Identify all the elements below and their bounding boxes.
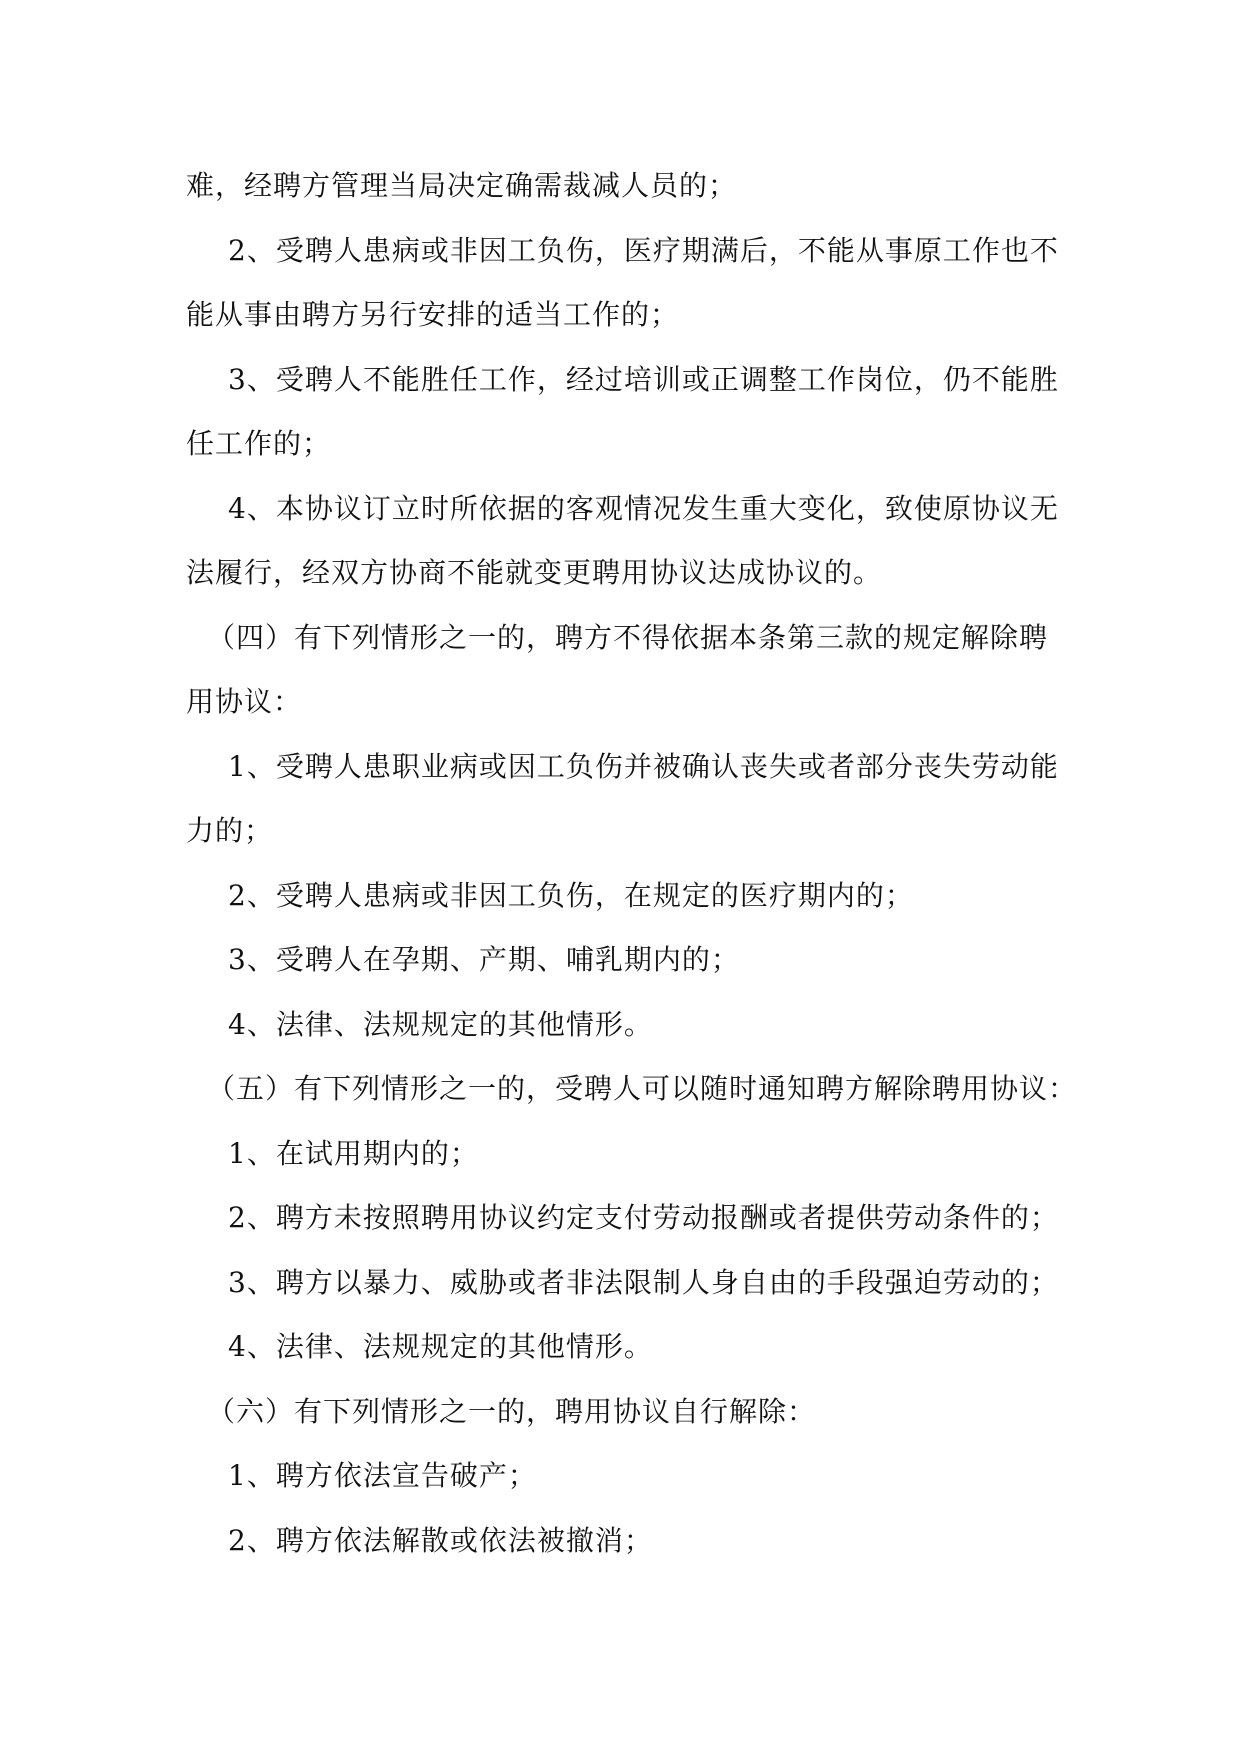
document-body: [186, 154, 1086, 1573]
paragraph-line: 2、受聘人患病或非因工负伤，医疗期满后，不能从事原工作也不: [228, 233, 1059, 267]
paragraph-line: 3、聘方以暴力、威胁或者非法限制人身自由的手段强迫劳动的；: [228, 1265, 1059, 1299]
paragraph-line: 能从事由聘方另行安排的适当工作的；: [186, 298, 680, 331]
paragraph-line: 3、受聘人不能胜任工作，经过培训或正调整工作岗位，仍不能胜: [228, 362, 1059, 396]
paragraph-line: 2、聘方依法解散或依法被撤消；: [228, 1523, 653, 1557]
paragraph-line: 1、聘方依法宣告破产；: [228, 1459, 537, 1492]
paragraph-line: 难，经聘方管理当局决定确需裁减人员的；: [186, 169, 738, 202]
paragraph-line: 1、在试用期内的；: [228, 1136, 479, 1170]
paragraph-line: 任工作的；: [186, 427, 332, 460]
paragraph-line: 用协议：: [186, 685, 303, 718]
section-heading-line: （六）有下列情形之一的，聘用协议自行解除：: [207, 1394, 817, 1428]
paragraph-line: 4、法律、法规规定的其他情形。: [228, 1330, 653, 1363]
paragraph-line: 2、受聘人患病或非因工负伤，在规定的医疗期内的；: [228, 878, 914, 912]
section-heading-line: （四）有下列情形之一的，聘方不得依据本条第三款的规定解除聘: [207, 620, 1049, 654]
paragraph-line: 2、聘方未按照聘用协议约定支付劳动报酬或者提供劳动条件的；: [228, 1201, 1059, 1234]
paragraph-line: 4、法律、法规规定的其他情形。: [228, 1007, 653, 1041]
paragraph-line: 法履行，经双方协商不能就变更聘用协议达成协议的。: [186, 556, 883, 589]
paragraph-line: 3、受聘人在孕期、产期、哺乳期内的；: [228, 943, 740, 976]
paragraph-line: 4、本协议订立时所依据的客观情况发生重大变化，致使原协议无: [228, 491, 1059, 525]
paragraph-line: 力的；: [186, 814, 274, 847]
section-heading-line: （五）有下列情形之一的，受聘人可以随时通知聘方解除聘用协议：: [207, 1072, 1078, 1105]
paragraph-line: 1、受聘人患职业病或因工负伤并被确认丧失或者部分丧失劳动能: [228, 749, 1059, 783]
